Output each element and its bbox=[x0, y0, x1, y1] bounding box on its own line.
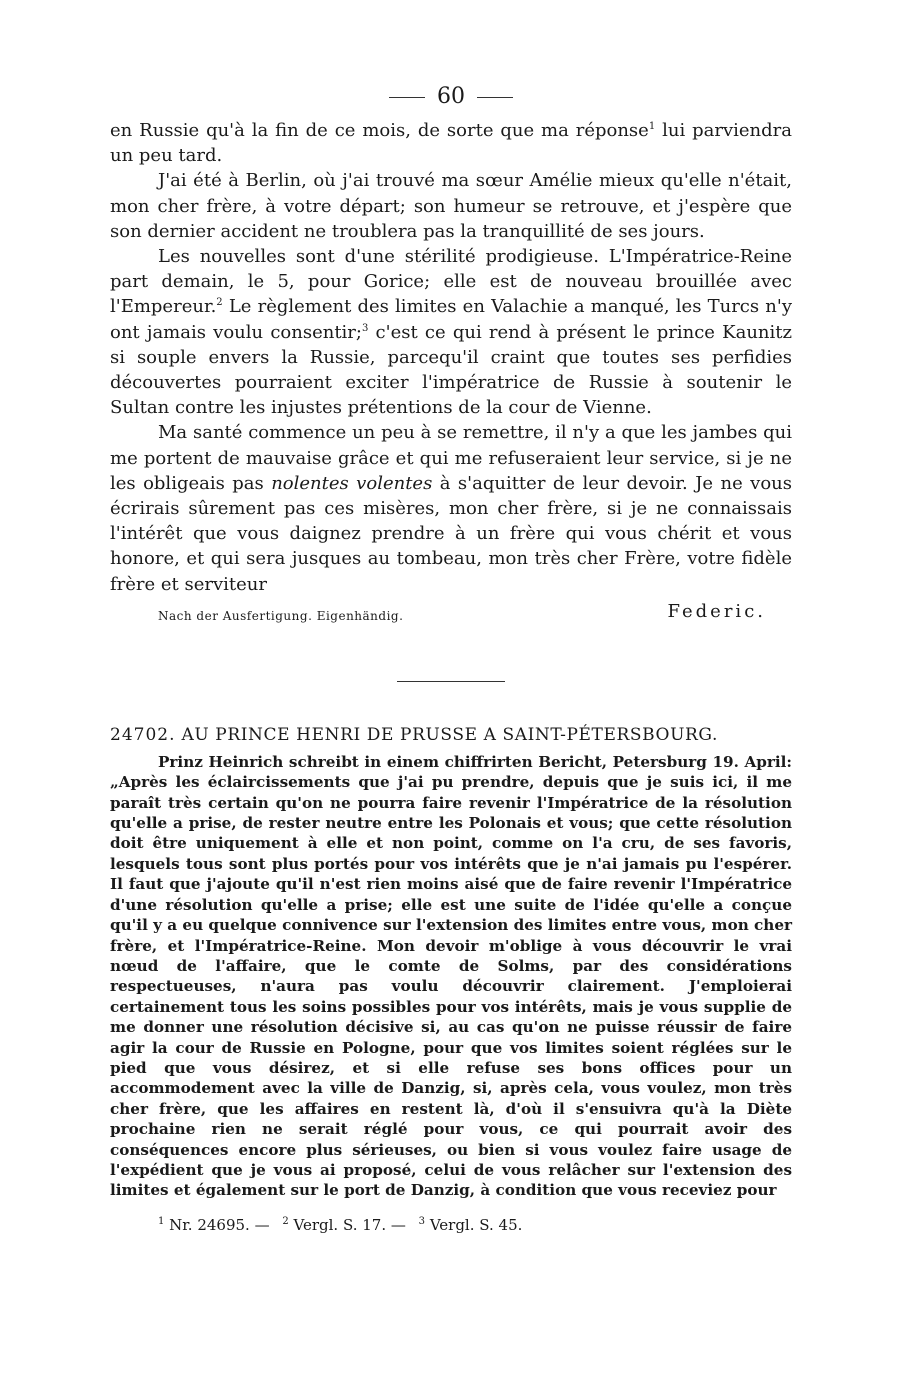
letter-body bbox=[110, 118, 792, 641]
letter-closing bbox=[110, 597, 792, 641]
page-number-dash-right bbox=[477, 97, 513, 98]
report-paragraph: Prinz Heinrich schreibt in einem chiffrirten Bericht, Petersburg 19. April: „Après les éclaircissements que j'ai pu prendre, depuis que je suis ici, il me paraît très certain qu'on ne pourra faire revenir l'Impératrice de la résolution qu'elle a prise, de rester neutre entre les Polonais et vous; que cette résolution doit être uniquement à elle et non point, comme on l'a cru, de ses favoris, lesquels tous sont plus portés pour vos intérêts que je n'ai jamais pu l'espérer. Il faut que j'ajoute qu'il n'est rien moins aisé que de faire revenir l'Impératrice d'une résolution qu'elle a prise; elle est une suite de l'idée qu'elle a conçue qu'il y a eu quelque connivence sur l'extension des limites entre vous, mon cher frère, et l'Impératrice-Reine. Mon devoir m'oblige à vous découvrir le vrai nœud de l'affaire, que le comte de Solms, par des considérations respectueuses, n'aura pas voulu découvrir clairement. J'emploierai certainement tous les soins possibles pour vos intérêts, mais je vous supplie de me donner une résolution décisive si, au cas qu'on ne puisse réussir de faire agir la cour de Russie en Pologne, pour que vos limites soient réglées sur le pied que vous désirez, et si elle refuse ses bons offices pour un accommodement avec la ville de Danzig, si, après cela, vous voulez, mon très cher frère, que les affaires en restent là, d'où il s'ensuivra qu'à la Diète prochaine rien ne serait réglé pour vous, ce qui pourrait avoir des conséquences encore plus sérieuses, ou bien si vous voulez faire usage de l'expédient que je vous ai proposé, celui de vous relâcher sur l'extension des limites et également sur le port de Danzig, à condition que vous receviez pour bbox=[110, 752, 792, 1200]
footnote-1: $^1$ Nr. 24695. — bbox=[158, 1215, 270, 1234]
section-number: 24702. bbox=[110, 724, 176, 745]
letter-paragraph-2: J'ai été à Berlin, où j'ai trouvé ma sœur Amélie mieux qu'elle n'était, mon cher frère, à votre départ; son humeur se retrouve, et j'espère que son dernier accident ne troublera pas la tranquillité de ses jours. bbox=[110, 170, 792, 242]
provenance-note: Nach der Ausfertigung. Eigenhändig. bbox=[158, 608, 404, 623]
report-body bbox=[110, 752, 792, 1201]
footnote-ref-1: 1 bbox=[648, 121, 656, 132]
footnotes bbox=[110, 1215, 792, 1235]
page-number-dash-left bbox=[389, 97, 425, 98]
letter-paragraph-3: Les nouvelles sont d'une stérilité prodigieuse. L'Impératrice-Reine part demain, le 5, pour Gorice; elle est de nouveau brouillée avec l'Empereur.$^2$ Le règlement des limites en Valachie a manqué, les Turcs n'y ont jamais voulu consentir;$^3$ c'est ce qui rend à présent le prince Kaunitz si souple envers la Russie, parcequ'il craint que toutes ses perfidies découvertes pourraient exciter l'impératrice de Russie à soutenir le Sultan contre les injustes prétentions de la cour de Vienne. bbox=[110, 246, 792, 419]
page-number: 60 bbox=[110, 84, 792, 110]
footnote-ref-3: 3 bbox=[361, 322, 369, 334]
page bbox=[110, 84, 792, 1235]
footnote-3: $^3$ Vergl. S. 45. bbox=[418, 1215, 523, 1234]
section-title: AU PRINCE HENRI DE PRUSSE A SAINT-PÉTERSBOURG. bbox=[181, 724, 718, 745]
section-heading bbox=[110, 724, 792, 746]
latin-phrase: nolentes volentes bbox=[271, 472, 433, 494]
letter-paragraph-1: en Russie qu'à la fin de ce mois, de sorte que ma réponse$^1$ lui parviendra un peu tard. bbox=[110, 120, 792, 167]
footnote-2: $^2$ Vergl. S. 17. — bbox=[282, 1215, 406, 1234]
footnote-ref-2: 2 bbox=[216, 297, 223, 309]
signature: Federic. bbox=[667, 600, 766, 622]
section-divider bbox=[397, 681, 505, 682]
letter-paragraph-4: Ma santé commence un peu à se remettre, il n'y a que les jambes qui me portent de mauvaise grâce et qui me refuseraient leur service, si je ne les obligeais pas nolentes volentes à s'aquitter de leur devoir. Je ne vous écrirais sûrement pas ces misères, mon cher frère, si je ne connaissais l'intérêt que vous daignez prendre à un frère qui vous chérit et vous honore, et qui sera jusques au tombeau, mon très cher Frère, votre fidèle frère et serviteur bbox=[110, 422, 792, 595]
